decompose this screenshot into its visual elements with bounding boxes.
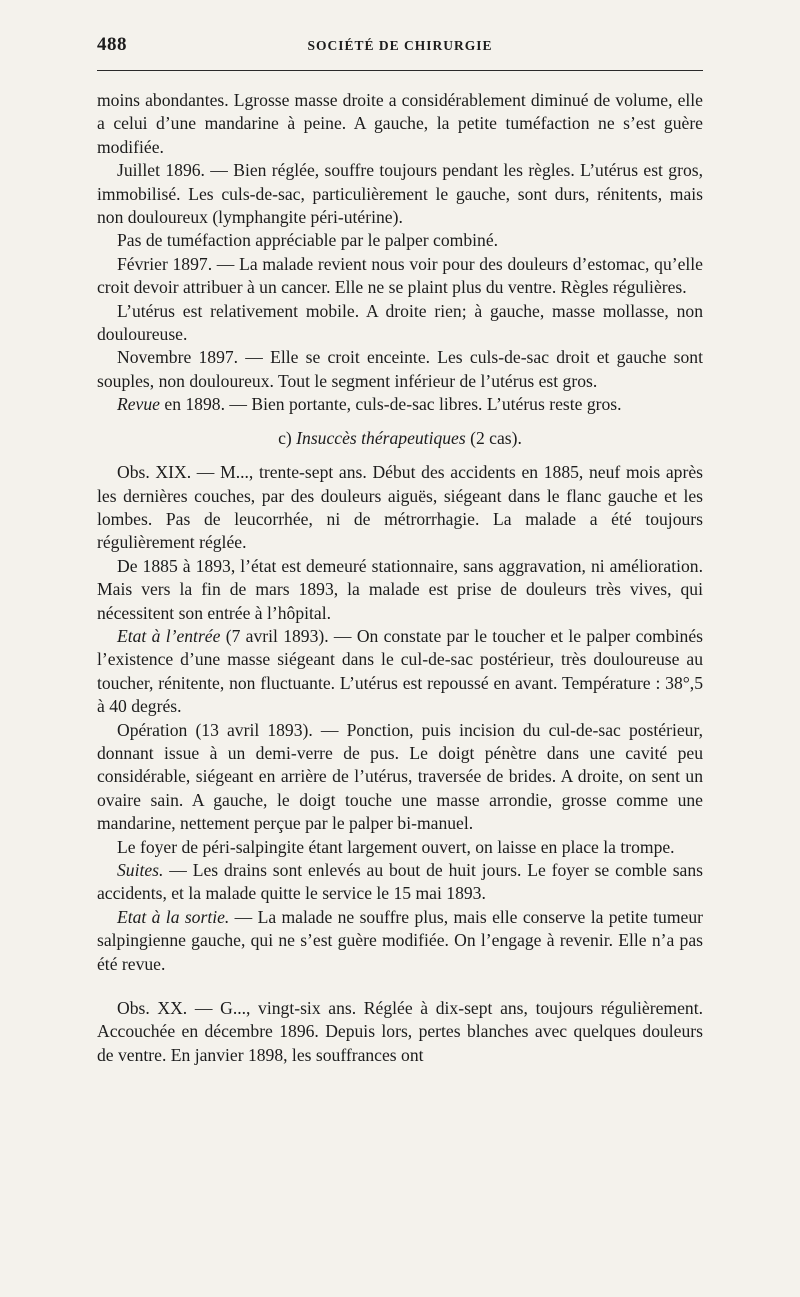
paragraph-palper: Pas de tuméfaction appréciable par le palper combiné. <box>117 230 499 251</box>
paragraph-foyer: Le foyer de péri-salpingite étant largement ouvert, on laisse en place la trompe. <box>117 836 675 857</box>
label-suites: Suites. <box>117 860 164 880</box>
paragraph-etat-sortie <box>97 906 703 976</box>
paragraph-suites <box>97 859 703 906</box>
text-revue: en 1898. — Bien portante, culs-de-sac libres. L’utérus reste gros. <box>159 394 622 415</box>
section-heading <box>97 427 703 450</box>
paragraph-revue-1898 <box>97 393 703 416</box>
paragraph-operation: Opération (13 avril 1893). — Ponction, puis incision du cul-de-sac postérieur, donnant issue à un demi-verre de pus. Le doigt pénètre dans une cavité peu considérable, siégeant en arrière de l’utérus, traversée de brides. A droite, on sent un ovaire sain. A gauche, le doigt touche une masse arrondie, grosse comme une mandarine, nettement perçue par le palper bi-manuel. <box>97 719 703 834</box>
paragraph-uterus-mobile: L’utérus est relativement mobile. A droite rien; à gauche, masse mollasse, non douloureuse. <box>97 300 703 345</box>
paragraph-novembre-1897: Novembre 1897. — Elle se croit enceinte. Les culs-de-sac droit et gauche sont souples, non douloureux. Tout le segment inférieur de l’utérus est gros. <box>97 347 703 391</box>
section-suffix: (2 cas). <box>465 427 522 448</box>
body-text <box>97 89 703 1067</box>
page-header <box>97 34 703 60</box>
paragraph-etat-entree <box>97 625 703 719</box>
text-etat-sortie: — La malade ne souffre plus, mais elle conserve la petite tumeur salpingienne gauche, qui ne s’est guère modifiée. On l’engage à revenir. Elle n’a pas été revue. <box>97 906 703 974</box>
section-prefix: c) <box>278 427 297 448</box>
text-etat-entree: (7 avril 1893). — On constate par le toucher et le palper combinés l’existence d’une masse siégeant dans le cul-de-sac postérieur, très douloureuse au toucher, rénitente, non fluctuante. L’utérus est repoussé en avant. Température : 38°,5 à 40 degrés. <box>97 625 703 717</box>
paragraph-1885-1893: De 1885 à 1893, l’état est demeuré stationnaire, sans aggravation, ni amélioration. Mais vers la fin de mars 1893, la malade est prise de douleurs très vives, qui nécessitent son entrée à l’hôpital. <box>97 555 703 623</box>
header-rule <box>97 70 703 71</box>
paragraph-continuation: moins abondantes. Lgrosse masse droite a considérablement diminué de volume, elle a celui d’une mandarine à peine. A gauche, la petite tuméfaction ne s’est guère modifiée. <box>97 90 703 157</box>
label-etat-sortie: Etat à la sortie. <box>117 906 230 927</box>
label-etat-entree: Etat à l’entrée <box>117 625 221 646</box>
paragraph-fevrier-1897: Février 1897. — La malade revient nous voir pour des douleurs d’estomac, qu’elle croit devoir attribuer à un cancer. Elle ne se plaint plus du ventre. Règles régulières. <box>97 253 703 298</box>
running-title: SOCIÉTÉ DE CHIRURGIE <box>307 38 493 53</box>
section-title: Insuccès thérapeutiques <box>296 427 466 448</box>
paragraph-juillet-1896: Juillet 1896. — Bien réglée, souffre toujours pendant les règles. L’utérus est gros, immobilisé. Les culs-de-sac, particulièrement le gauche, sont durs, rénitents, mais non douloureux (lymphangite péri-utérine). <box>97 160 703 228</box>
observation-xix: Obs. XIX. — M..., trente-sept ans. Début des accidents en 1885, neuf mois après les dernières couches, par des douleurs aiguës, siégeant dans le flanc gauche et les lombes. Pas de leucorrhée, ni de métrorrhagie. La malade a été toujours régulièrement réglée. <box>97 462 703 553</box>
page-number: 488 <box>97 34 127 55</box>
text-suites: — Les drains sont enlevés au bout de huit jours. Le foyer se comble sans accidents, et la malade quitte le service le 15 mai 1893. <box>97 860 703 904</box>
label-revue: Revue <box>117 394 160 415</box>
observation-xx: Obs. XX. — G..., vingt-six ans. Réglée à dix-sept ans, toujours régulièrement. Accouchée en décembre 1896. Depuis lors, pertes blanches avec quelques douleurs de ventre. En janvier 1898, les souffrances ont <box>97 998 703 1065</box>
